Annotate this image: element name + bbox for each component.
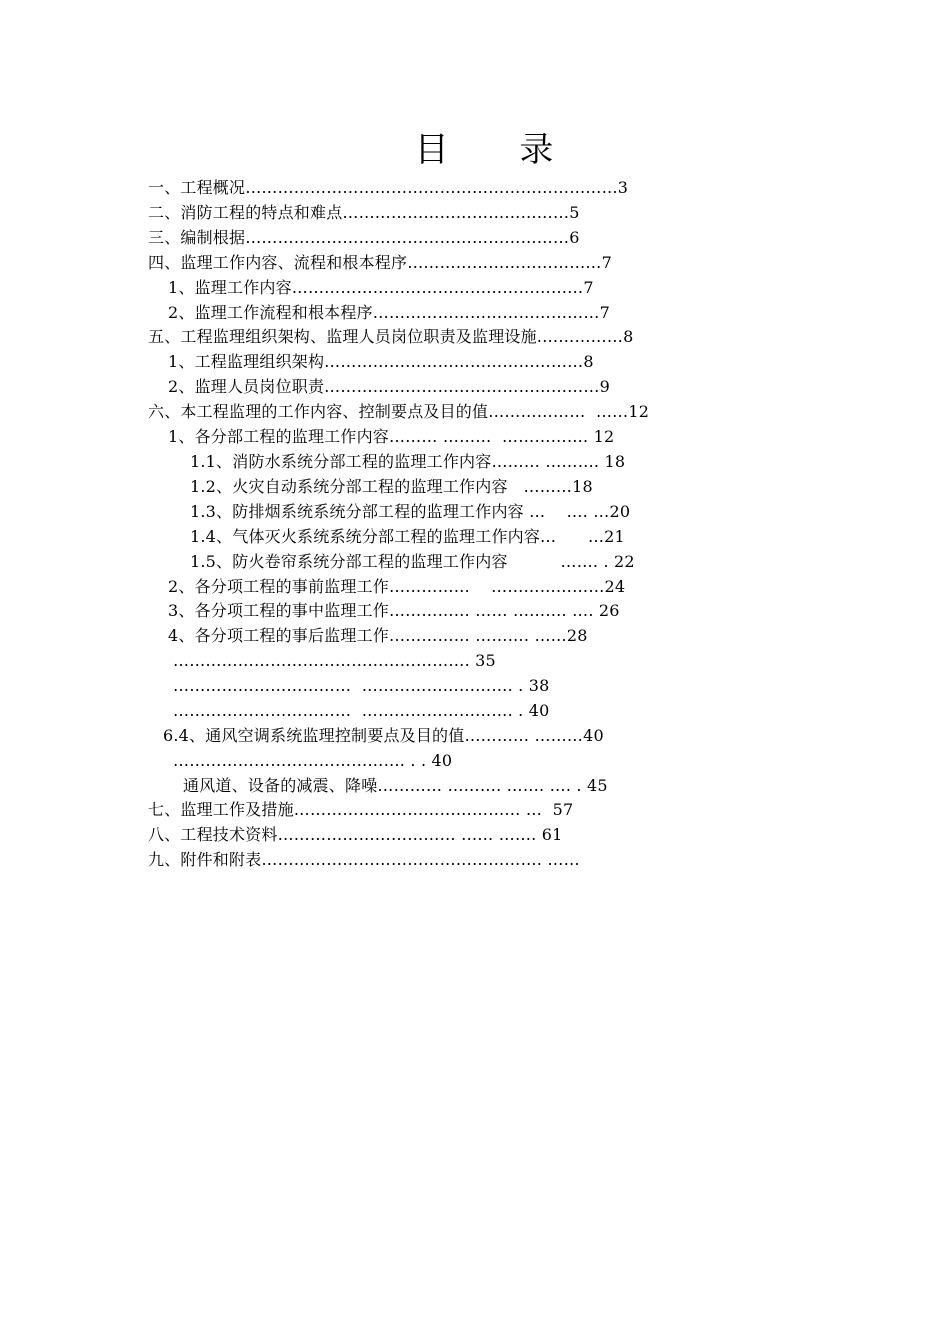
toc-entry[interactable]: 2、各分项工程的事前监理工作…………… …………………24 [168,577,626,596]
toc-entry[interactable]: 3、各分项工程的事中监理工作…………… …… ………. …. 26 [168,601,620,620]
toc-entry[interactable]: ………………………………………………. 35 [173,651,496,670]
toc-entry[interactable]: 七、监理工作及措施…………………………………… … 57 [148,800,574,819]
toc-entry[interactable]: 六、本工程监理的工作内容、控制要点及目的值……………… ……12 [148,402,650,421]
toc-entry[interactable]: 九、附件和附表……………………………………………. …… [148,850,580,869]
toc-entry[interactable]: 1、工程监理组织架构…………………………………………8 [168,352,594,371]
toc-entry[interactable]: 1、监理工作内容………………………………………………7 [168,278,594,297]
toc-entry[interactable]: 1.1、消防水系统分部工程的监理工作内容……… ………. 18 [190,452,626,471]
toc-entry[interactable]: 2、监理人员岗位职责……………………………………………9 [168,377,610,396]
toc-entry[interactable]: 八、工程技术资料…………………………… …… ……. 61 [148,825,563,844]
toc-entry[interactable]: 一、工程概况……………………………………………………………3 [148,178,629,197]
toc-entry[interactable]: 1、各分部工程的监理工作内容……… ……… ……………. 12 [168,427,615,446]
toc-entry[interactable]: 6.4、通风空调系统监理控制要点及目的值………… ………40 [163,726,604,745]
toc-entry[interactable]: 2、监理工作流程和根本程序……………………………………7 [168,303,610,322]
toc-entry[interactable]: 1.5、防火卷帘系统分部工程的监理工作内容 ……. . 22 [190,552,635,571]
toc-entry[interactable]: 1.3、防排烟系统系统分部工程的监理工作内容 … …. …20 [190,502,631,521]
toc-entry[interactable]: 4、各分项工程的事后监理工作…………… ………. ……28 [168,626,588,645]
toc-entry[interactable]: 1.4、气体灭火系统系统分部工程的监理工作内容… …21 [190,527,625,546]
toc-entry[interactable]: 三、编制根据……………………………………………………6 [148,228,580,247]
toc-entry[interactable]: 1.2、火灾自动系统分部工程的监理工作内容 ………18 [190,477,593,496]
toc-entry[interactable]: 二、消防工程的特点和难点……………………………………5 [148,203,580,222]
toc-entry[interactable]: ……………………………………. . . 40 [173,751,453,770]
toc-entry[interactable]: 四、监理工作内容、流程和根本程序………………………………7 [148,253,612,272]
toc-entry[interactable]: 通风道、设备的减震、降噪………… ………. ……. …. . 45 [183,776,608,795]
toc-entry[interactable]: 五、工程监理组织架构、监理人员岗位职责及监理设施.……………8 [148,327,634,346]
toc-entry[interactable]: …………………………… ………………………. . 38 [173,676,550,695]
toc-entry[interactable]: …………………………… ………………………. . 40 [173,701,550,720]
page-title: 目 录 [414,130,584,170]
